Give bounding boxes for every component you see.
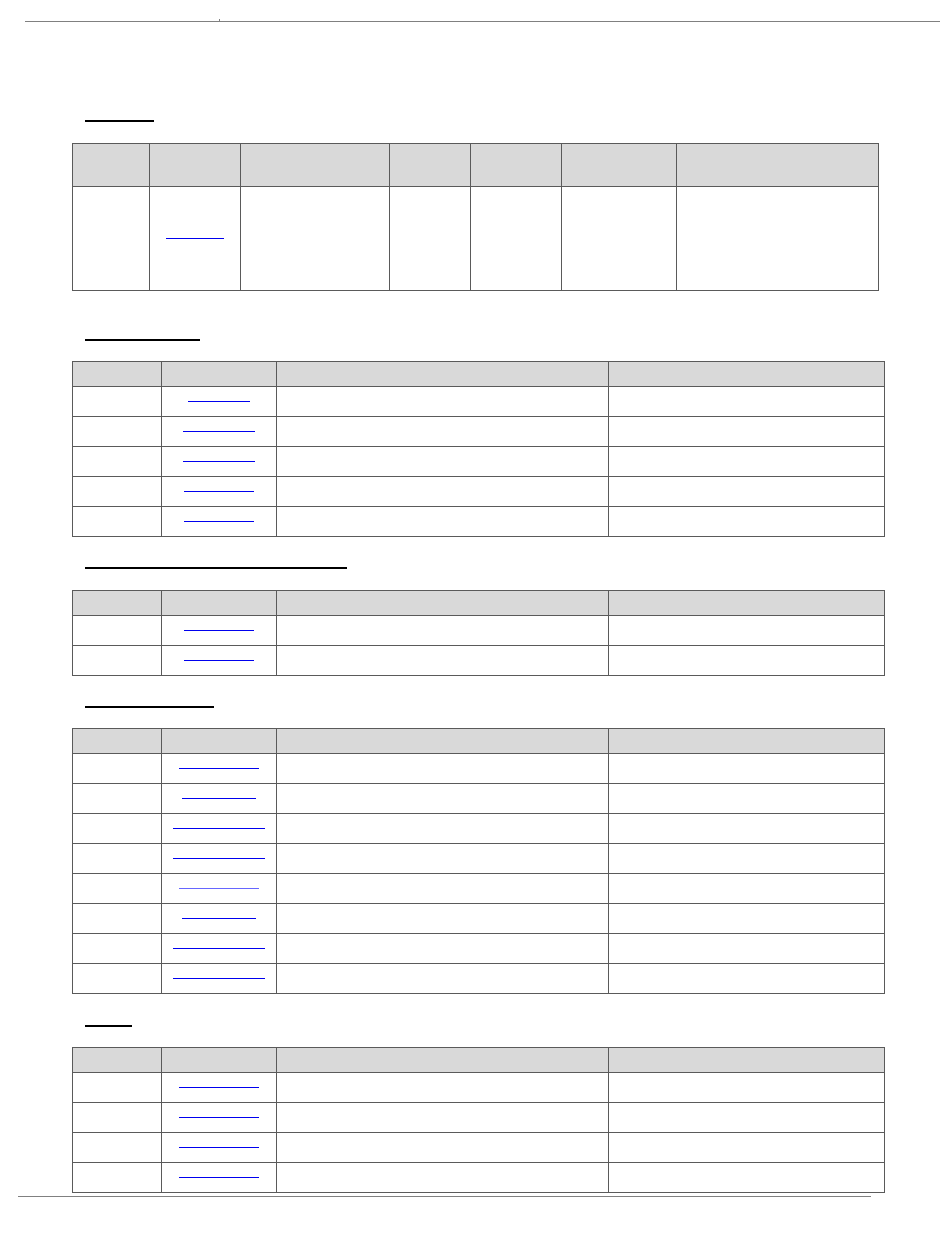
row-link[interactable] [179,888,259,889]
table-cell [73,187,150,291]
table-row [73,616,885,646]
table-cell [73,814,162,844]
header-cell [73,362,162,387]
table-cell [390,187,471,291]
table-row [73,447,885,477]
table-cell [609,934,885,964]
table-cell [609,477,885,507]
table-cell [562,187,677,291]
table-cell [609,1073,885,1103]
row-link[interactable] [184,660,254,661]
header-cell [471,144,562,187]
section-4-table [72,728,885,994]
table-cell [162,1133,277,1163]
row-link[interactable] [182,798,256,799]
row-link[interactable] [179,1147,259,1148]
section-4-heading [85,706,214,708]
table-cell [162,616,277,646]
header-cell [609,729,885,754]
table-cell [277,964,609,994]
table-cell [73,616,162,646]
table-cell [73,1163,162,1193]
row-link[interactable] [173,978,265,979]
row-link[interactable] [179,768,259,769]
header-cell [390,144,471,187]
table-header-row [73,362,885,387]
header-cell [73,591,162,616]
row-link[interactable] [179,1087,259,1088]
header-cell [73,729,162,754]
table-cell [609,754,885,784]
table-row [73,964,885,994]
table-cell [162,964,277,994]
row-link[interactable] [173,858,265,859]
row-link[interactable] [184,521,254,522]
section-2-heading [85,339,200,341]
table-cell [73,646,162,676]
table-cell [277,447,609,477]
row-link[interactable] [173,948,265,949]
table-cell [162,447,277,477]
header-cell [562,144,677,187]
row-link[interactable] [183,461,255,462]
table-cell [609,1103,885,1133]
table-cell [73,507,162,537]
header-cell [609,1048,885,1073]
table-cell [73,387,162,417]
table-header-row [73,729,885,754]
table-row [73,844,885,874]
table-row [73,507,885,537]
table-header-row [73,144,879,187]
table-cell [609,646,885,676]
table-cell [73,754,162,784]
table-cell [277,1163,609,1193]
table-cell [162,904,277,934]
table-cell [277,904,609,934]
table-cell [277,507,609,537]
header-cell [162,729,277,754]
header-cell [73,144,150,187]
table-cell [609,616,885,646]
row-link[interactable] [179,1117,259,1118]
table-cell [609,904,885,934]
table-cell [150,187,241,291]
table-row [73,784,885,814]
table-cell [162,754,277,784]
table-cell [609,387,885,417]
table-cell [162,417,277,447]
table-row [73,934,885,964]
header-rule [25,21,940,22]
row-link[interactable] [184,630,254,631]
header-cell [609,591,885,616]
header-cell [162,1048,277,1073]
table-cell [73,934,162,964]
table-row [73,904,885,934]
table-cell [609,844,885,874]
table-header-row [73,591,885,616]
table-cell [73,1103,162,1133]
footer-rule [18,1196,871,1197]
table-cell [277,1103,609,1133]
table-cell [73,1073,162,1103]
table-cell [277,874,609,904]
table-cell [609,874,885,904]
section-5-heading [85,1025,132,1027]
table-cell [162,646,277,676]
table-row [73,874,885,904]
table-row [73,1133,885,1163]
table-cell [73,477,162,507]
table-row [73,187,879,291]
table-cell [277,1133,609,1163]
header-cell [162,362,277,387]
table-cell [162,844,277,874]
header-cell [277,1048,609,1073]
header-cell [162,591,277,616]
table-cell [609,964,885,994]
table-header-row [73,1048,885,1073]
table-cell [162,1163,277,1193]
table-row [73,1103,885,1133]
table-row [73,646,885,676]
table-cell [73,417,162,447]
header-cell [277,362,609,387]
table-cell [73,844,162,874]
table-cell [241,187,390,291]
table-cell [277,477,609,507]
header-cell [677,144,879,187]
header-cell [277,729,609,754]
table-cell [609,784,885,814]
table-cell [609,447,885,477]
table-cell [162,784,277,814]
table-cell [277,616,609,646]
table-cell [73,904,162,934]
table-cell [73,447,162,477]
section-1-table [72,143,879,291]
table-cell [162,477,277,507]
section-3-heading [85,567,347,569]
header-cell [150,144,241,187]
header-rule-tick [219,19,220,22]
table-cell [277,1073,609,1103]
table-cell [277,814,609,844]
table-row [73,477,885,507]
table-cell [277,844,609,874]
section-5-table [72,1047,885,1193]
table-cell [162,1103,277,1133]
row-link[interactable] [182,918,256,919]
table-cell [277,934,609,964]
table-row [73,1073,885,1103]
table-cell [73,964,162,994]
table-cell [277,784,609,814]
table-row [73,754,885,784]
header-cell [241,144,390,187]
table-cell [277,646,609,676]
table-row [73,814,885,844]
table-cell [162,934,277,964]
table-cell [162,814,277,844]
section-3-table [72,590,885,676]
table-cell [609,814,885,844]
table-cell [609,1133,885,1163]
section-2-table [72,361,885,537]
table-cell [73,874,162,904]
row-link[interactable] [179,1177,259,1178]
row-link[interactable] [184,491,254,492]
header-cell [73,1048,162,1073]
table-cell [162,1073,277,1103]
table-row [73,1163,885,1193]
header-cell [277,591,609,616]
table-cell [609,1163,885,1193]
table-cell [162,507,277,537]
table-cell [162,387,277,417]
table-cell [73,784,162,814]
row-link[interactable] [188,401,250,402]
table-cell [277,417,609,447]
row-link[interactable] [183,431,255,432]
header-cell [609,362,885,387]
table-cell [609,507,885,537]
row-link[interactable] [166,238,224,239]
table-cell [277,754,609,784]
table-cell [277,387,609,417]
table-cell [162,874,277,904]
row-link[interactable] [173,828,265,829]
section-1-heading [85,120,154,122]
table-cell [609,417,885,447]
table-cell [471,187,562,291]
table-cell [677,187,879,291]
table-row [73,417,885,447]
table-cell [73,1133,162,1163]
table-row [73,387,885,417]
